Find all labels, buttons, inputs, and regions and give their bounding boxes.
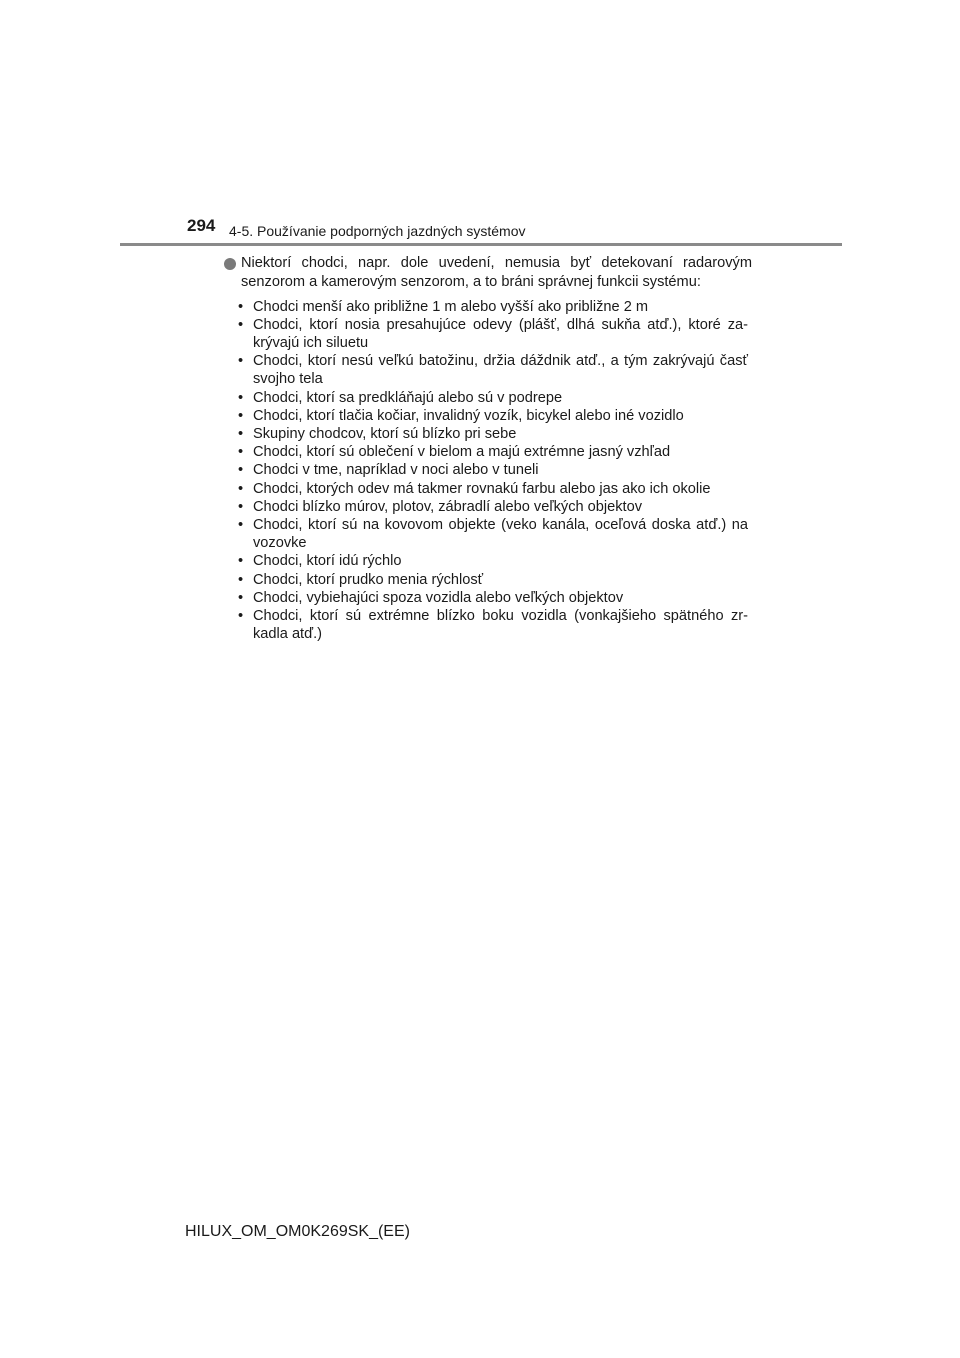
- page-number: 294: [187, 216, 216, 235]
- bullet-icon: •: [238, 589, 244, 606]
- bullet-icon: •: [238, 407, 244, 424]
- bullet-icon: •: [238, 480, 244, 497]
- list-item-text: Chodci menší ako približne 1 m alebo vyšší ako približne 2 m: [253, 298, 649, 315]
- list-item: [224, 589, 752, 607]
- list-item-text: Chodci, vybiehajúci spoza vozidla alebo veľkých objektov: [253, 589, 624, 606]
- bullet-icon: •: [238, 444, 244, 461]
- bullet-icon: •: [238, 426, 244, 443]
- list-item: [224, 571, 752, 589]
- list-item-text: Chodci, ktorí sú extrémne blízko boku vozidla (vonkajšieho spätného zr-kadla atď.): [253, 608, 748, 643]
- bullet-icon: •: [238, 498, 244, 515]
- bullet-icon: •: [238, 298, 244, 315]
- list-item-text: Chodci, ktorí idú rýchlo: [253, 553, 402, 570]
- bullet-icon: •: [238, 462, 244, 479]
- circle-bullet-icon: [224, 258, 236, 270]
- content-section: [224, 254, 752, 643]
- list-item: [224, 461, 752, 479]
- section-title: 4-5. Používanie podporných jazdných systémov: [229, 223, 526, 239]
- bullet-icon: •: [238, 389, 244, 406]
- bullet-icon: •: [238, 316, 244, 333]
- list-item: [224, 443, 752, 461]
- list-item-text: Chodci blízko múrov, plotov, zábradlí alebo veľkých objektov: [253, 498, 643, 515]
- list-item: [224, 498, 752, 516]
- list-item: [224, 298, 752, 316]
- list-item-text: Chodci, ktorí nesú veľkú batožinu, držia dáždnik atď., a tým zakrývajú časť svojho tela: [253, 353, 748, 388]
- lead-paragraph: [224, 254, 752, 292]
- list-item-text: Chodci, ktorí tlačia kočiar, invalidný vozík, bicykel alebo iné vozidlo: [253, 407, 684, 424]
- list-item: [224, 607, 752, 643]
- list-item-text: Chodci, ktorí sú oblečení v bielom a majú extrémne jasný vzhľad: [253, 444, 671, 461]
- list-item: [224, 552, 752, 570]
- list-item-text: Skupiny chodcov, ktorí sú blízko pri sebe: [253, 426, 517, 443]
- pedestrian-list: [224, 298, 752, 644]
- list-item: [224, 480, 752, 498]
- list-item-text: Chodci, ktorí sú na kovovom objekte (veko kanála, oceľová doska atď.) na vozovke: [253, 517, 748, 552]
- list-item: [224, 389, 752, 407]
- bullet-icon: •: [238, 571, 244, 588]
- list-item-text: Chodci, ktorí nosia presahujúce odevy (plášť, dlhá sukňa atď.), ktoré za-krývajú ich siluetu: [253, 316, 748, 351]
- bullet-icon: •: [238, 353, 244, 370]
- list-item-text: Chodci, ktorí sa predkláňajú alebo sú v podrepe: [253, 389, 563, 406]
- document-code: HILUX_OM_OM0K269SK_(EE): [185, 1223, 410, 1240]
- header-divider: [120, 243, 842, 246]
- lead-text: Niektorí chodci, napr. dole uvedení, nemusia byť detekovaní radarovým senzorom a kamerovým senzorom, a to bráni správnej funkcii systému:: [241, 255, 752, 290]
- list-item: [224, 425, 752, 443]
- bullet-icon: •: [238, 553, 244, 570]
- list-item-text: Chodci, ktorých odev má takmer rovnakú farbu alebo jas ako ich okolie: [253, 480, 711, 497]
- list-item: [224, 352, 752, 388]
- bullet-icon: •: [238, 608, 244, 625]
- list-item: [224, 316, 752, 352]
- list-item: [224, 407, 752, 425]
- bullet-icon: •: [238, 517, 244, 534]
- list-item-text: Chodci, ktorí prudko menia rýchlosť: [253, 571, 484, 588]
- list-item: [224, 516, 752, 552]
- list-item-text: Chodci v tme, napríklad v noci alebo v tuneli: [253, 462, 539, 479]
